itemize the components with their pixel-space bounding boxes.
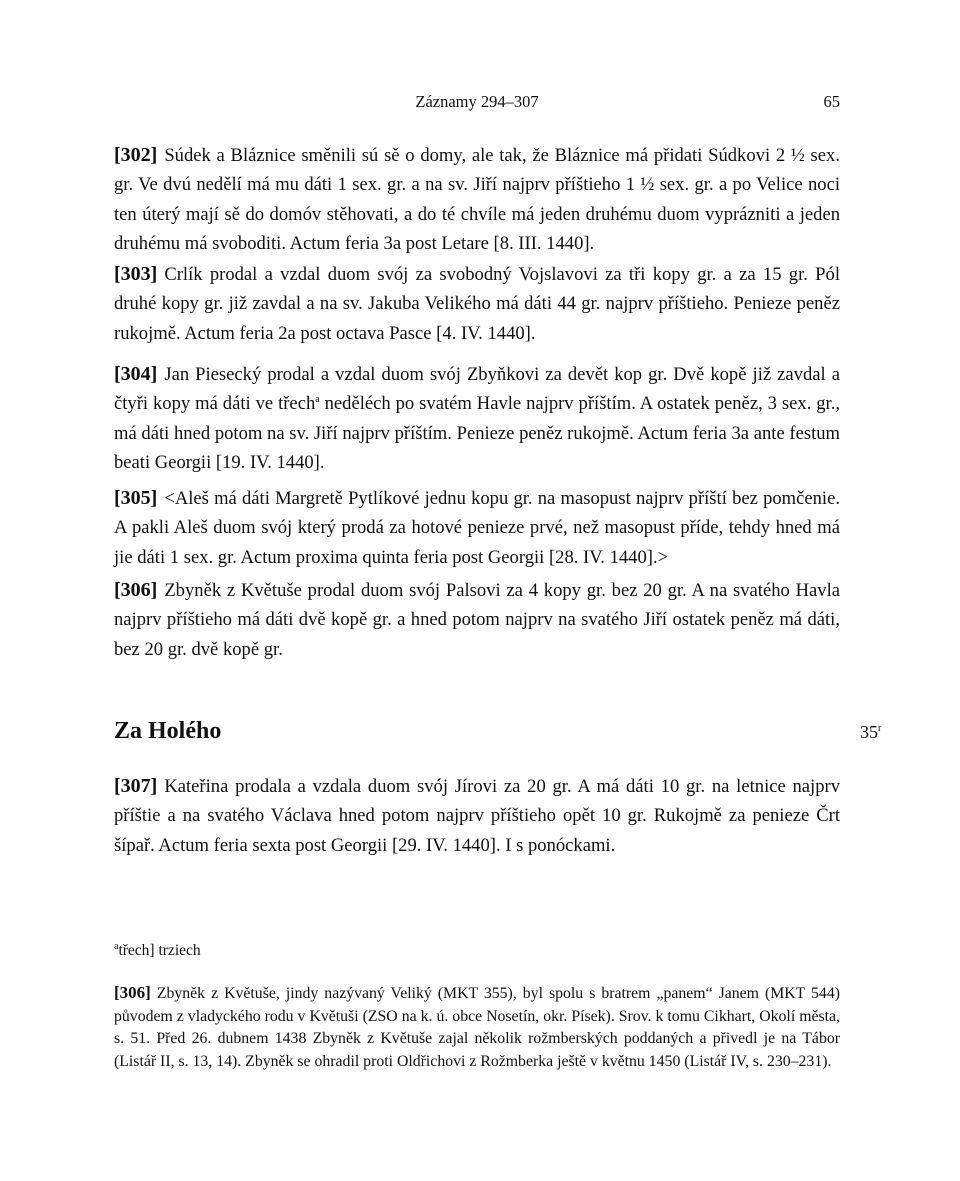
entry-number: [306]: [114, 579, 158, 601]
folio-marker: [860, 722, 881, 743]
entry-302: [114, 141, 840, 258]
footnote-mark: a: [315, 394, 320, 406]
page-number: 65: [823, 92, 840, 111]
entry-number: [307]: [114, 775, 158, 797]
folio-side: r: [878, 723, 882, 734]
commentary-number: [306]: [114, 983, 151, 1002]
entry-307: [114, 772, 840, 860]
entry-number: [302]: [114, 144, 158, 166]
entry-text: <Aleš má dáti Margretě Pytlíkové jednu kopu gr. na masopust najprv příští bez pomčenie. A pakli Aleš duom svój který prodá za hotové penieze prvé, než masopust příde, tehdy hned má jie dáti 1 sex. gr. Actum proxima quinta feria post Georgii [28. IV. 1440].>: [114, 488, 840, 568]
running-title: Záznamy 294–307: [415, 92, 539, 111]
entry-306: [114, 576, 840, 664]
entry-number: [303]: [114, 263, 158, 285]
entry-text: Jan Piesecký prodal a vzdal duom svój Zbyňkovi za devět kop gr. Dvě kopě již zavdal a čtyři kopy má dáti ve třech: [114, 364, 840, 415]
section-heading: Za Holého: [114, 718, 222, 744]
entry-number: [304]: [114, 363, 158, 385]
entry-304: [114, 360, 840, 477]
entry-number: [305]: [114, 487, 158, 509]
entry-303: [114, 260, 840, 348]
entry-text: Crlík prodal a vzdal duom svój za svobodný Vojslavovi za tři kopy gr. a za 15 gr. Pól druhé kopy gr. již zavdal a na sv. Jakuba Velikého má dáti 44 gr. najprv příštieho. Penieze peněz rukojmě. Actum feria 2a post octava Pasce [4. IV. 1440].: [114, 264, 840, 344]
entry-text: Kateřina prodala a vzdala duom svój Jírovi za 20 gr. A má dáti 10 gr. na letnice najprv příštie a na svatého Václava hned potom najprv příštieho opět 10 gr. Rukojmě za penieze Črt šípař. Actum feria sexta post Georgii [29. IV. 1440]. I s ponóckami.: [114, 776, 840, 856]
entry-text: Zbyněk z Květuše prodal duom svój Palsovi za 4 kopy gr. bez 20 gr. A na svatého Havla najprv příštieho má dáti dvě kopě gr. a hned potom najprv na svatého Jiří ostatek peněz má dáti, bez 20 gr. dvě kopě gr.: [114, 580, 840, 660]
commentary-text: Zbyněk z Květuše, jindy nazývaný Veliký (MKT 355), byl spolu s bratrem „panem“ Janem (MKT 544) původem z vladyckého rodu v Květuši (ZSO na k. ú. obce Nosetín, okr. Písek). Srov. k tomu Cikhart, Okolí města, s. 51. Před 26. dubnem 1438 Zbyněk z Květuše zajal několik rožmberských poddaných a přivedl je na Tábor (Listář II, s. 13, 14). Zbyněk se ohradil proti Oldřichovi z Rožmberka ještě v květnu 1450 (Listář IV, s. 230–231).: [114, 985, 840, 1070]
entry-305: [114, 484, 840, 572]
commentary-306: [114, 982, 840, 1073]
entry-text-continued: neděléch po svatém Havle najprv příštím. A ostatek peněz, 3 sex. gr., má dáti hned potom na sv. Jiří najprv příštím. Penieze peněz rukojmě. Actum feria 3a ante festum beati Georgii [19. IV. 1440].: [114, 393, 841, 473]
footnote-mark: a: [114, 940, 119, 952]
entry-text: Súdek a Bláznice směnili sú sě o domy, ale tak, že Bláznice má přidati Súdkovi 2 ½ sex. gr. Ve dvú nedělí má mu dáti 1 sex. gr. a na sv. Jiří najprv příštieho 1 ½ sex. gr. a po Velice noci ten úterý mají sě do domóv stěhovati, a do té chvíle má jeden druhému duom vyprázniti a jeden druhému má svoboditi. Actum feria 3a post Letare [8. III. 1440].: [114, 145, 840, 254]
footnote-text: třech] trziech: [118, 942, 201, 959]
running-header: [114, 92, 840, 114]
footnote: [114, 942, 201, 960]
folio-number: 35: [860, 722, 878, 742]
